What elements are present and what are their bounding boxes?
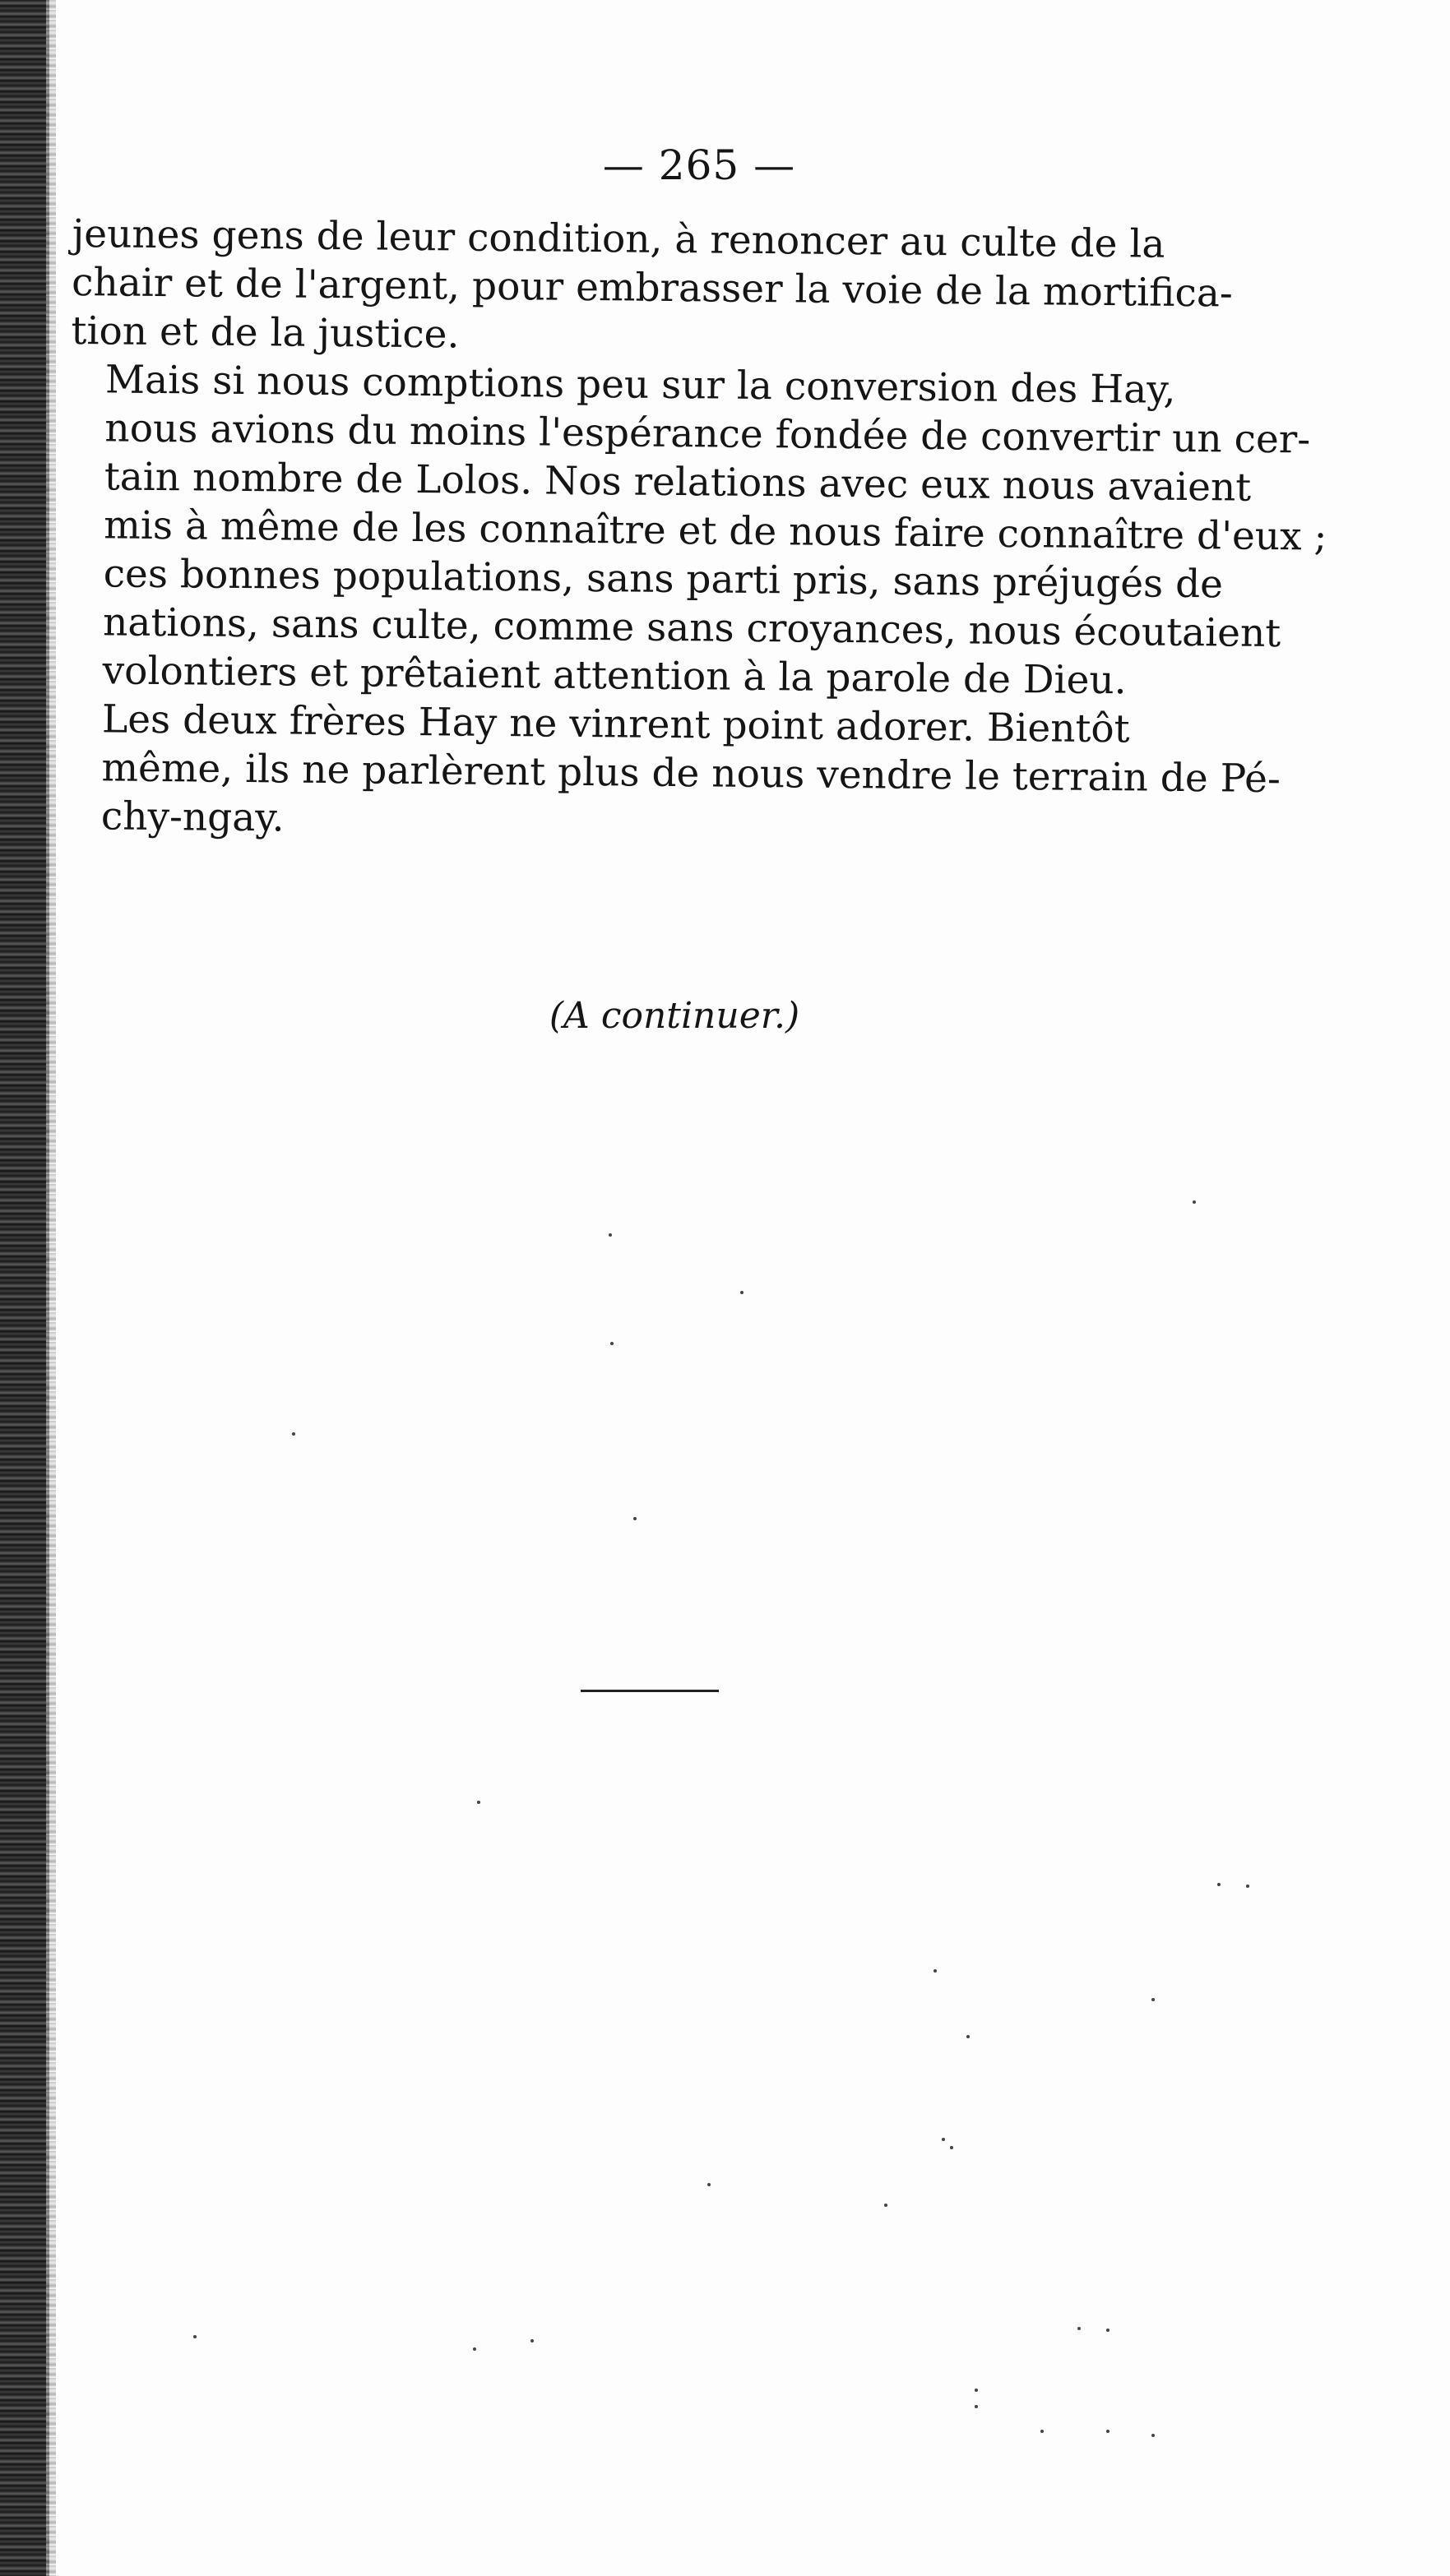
scan-speck — [292, 1432, 295, 1436]
scan-speck — [942, 2138, 945, 2141]
scan-speck — [1040, 2430, 1044, 2433]
paragraph-2 — [67, 355, 1327, 707]
text-line: tain nombre de Lolos. Nos relations avec eux nous avaient — [104, 454, 1252, 511]
scan-speck — [884, 2204, 887, 2207]
body-text — [67, 210, 1327, 853]
text-line: nations, sans culte, comme sans croyances, nous écoutaient — [102, 599, 1281, 657]
scan-speck — [609, 1233, 612, 1237]
text-line: volontiers et prêtaient attention à la parole de Dieu. — [102, 648, 1127, 704]
text-line: tion et de la justice. — [71, 308, 460, 358]
text-line: Mais si nous comptions peu sur la conversion des Hay, — [104, 357, 1176, 413]
end-rule — [581, 1690, 719, 1692]
scan-speck — [473, 2347, 476, 2351]
scan-speck — [950, 2146, 953, 2149]
text-line: nous avions du moins l'espérance fondée de convertir un cer- — [104, 405, 1311, 463]
text-line: chy-ngay. — [100, 793, 285, 841]
paragraph-1 — [71, 210, 1323, 368]
scan-speck — [966, 2035, 970, 2038]
scan-speck — [707, 2183, 711, 2186]
scan-speck — [1151, 1998, 1155, 2001]
text-line: même, ils ne parlèrent plus de nous vendre le terrain de Pé- — [101, 745, 1281, 802]
scan-speck — [975, 2405, 978, 2408]
continuation-note: (A continuer.) — [549, 995, 800, 1037]
text-line: jeunes gens de leur condition, à renoncer au culte de la — [72, 210, 1165, 267]
scan-speck — [975, 2389, 978, 2392]
scan-speck — [933, 1969, 937, 1972]
scan-speck — [1151, 2434, 1155, 2437]
scan-speck — [1193, 1200, 1196, 1204]
text-line: chair et de l'argent, pour embrasser la voie de la mortifica- — [71, 259, 1234, 317]
scan-speck — [610, 1342, 614, 1345]
scan-speck — [740, 1291, 744, 1294]
scan-speck — [1246, 1885, 1249, 1888]
scan-speck — [477, 1801, 480, 1804]
scan-speck — [1217, 1883, 1221, 1886]
text-line: Les deux frères Hay ne vinrent point adorer. Bientôt — [101, 696, 1130, 752]
scan-speck — [1106, 2430, 1110, 2433]
text-line: ces bonnes populations, sans parti pris, sans préjugés de — [103, 551, 1224, 608]
scan-binding-edge — [0, 0, 49, 2576]
page-number: — 265 — — [602, 141, 796, 189]
scan-speck — [193, 2335, 197, 2338]
scan-speck — [530, 2339, 534, 2342]
scan-speck — [633, 1517, 637, 1520]
paragraph-3 — [67, 695, 1318, 853]
text-line: mis à même de les connaître et de nous faire connaître d'eux ; — [104, 502, 1327, 560]
scan-speck — [1077, 2327, 1081, 2330]
scan-speck — [1106, 2329, 1110, 2332]
